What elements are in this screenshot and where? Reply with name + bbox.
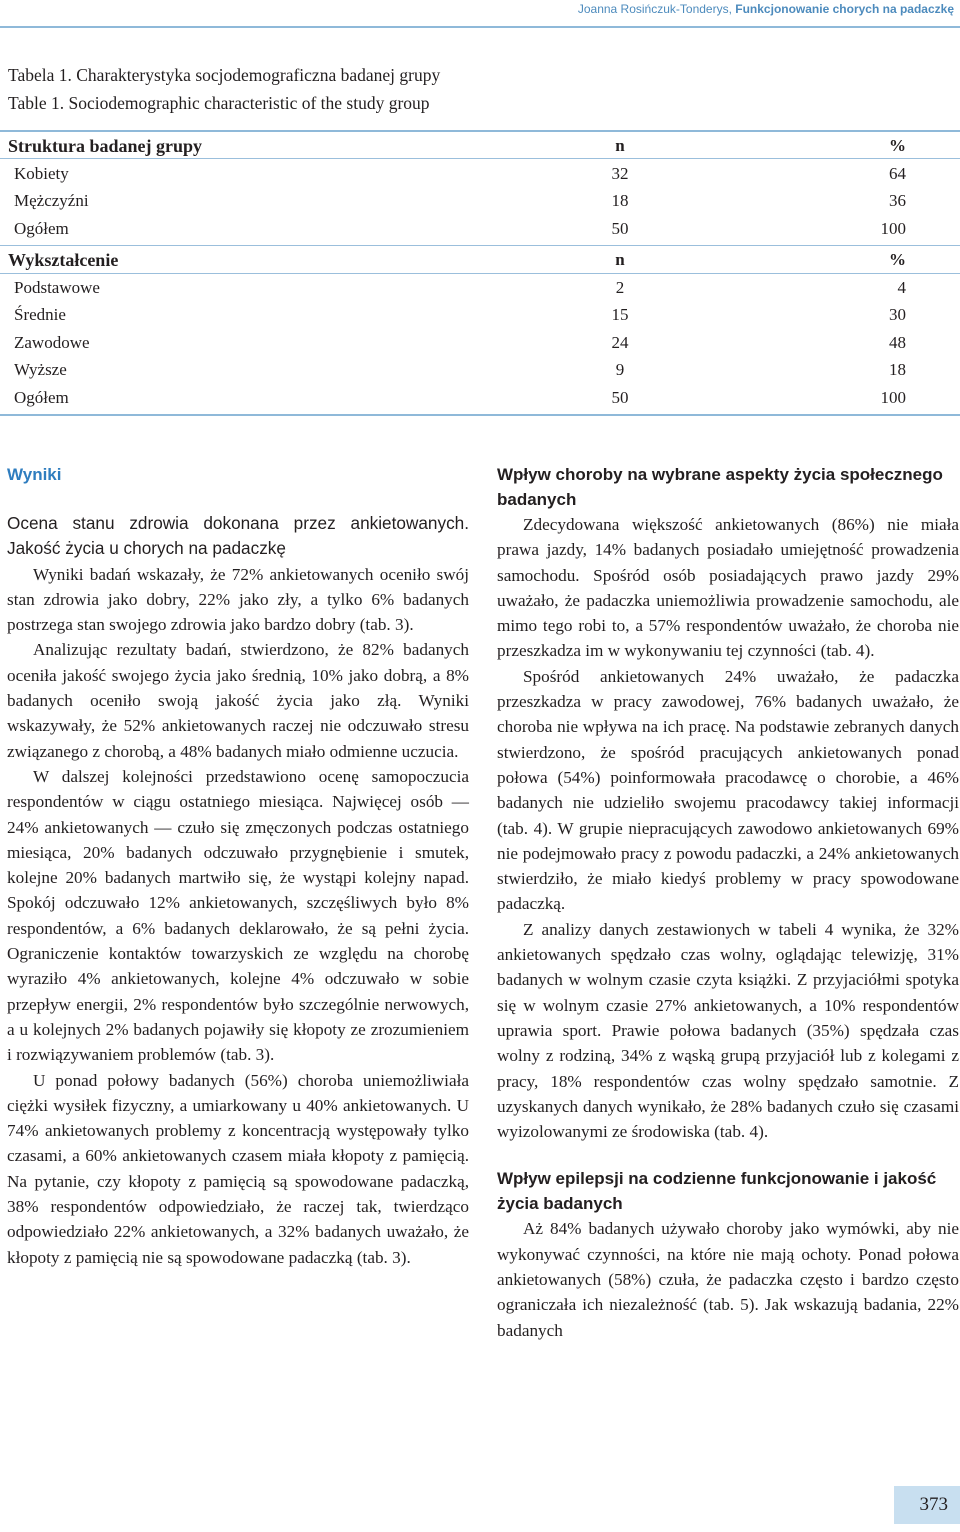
subheading-health-assessment: Ocena stanu zdrowia dokonana przez ankietowanych. — [7, 513, 469, 533]
section-heading-social-life: Wpływ choroby na wybrane aspekty życia społecznego badanych — [497, 465, 943, 509]
section-heading-results: Wyniki — [7, 465, 62, 484]
row-n: 2 — [615, 277, 625, 297]
row-label: Zawodowe — [14, 332, 90, 352]
table-bottom-rule — [0, 414, 960, 416]
table-caption — [8, 61, 440, 117]
row-percent: 36 — [889, 191, 906, 210]
row-label: Mężczyźni — [14, 191, 89, 210]
right-column — [497, 462, 959, 1343]
table-divider — [0, 245, 960, 246]
running-head-text — [578, 2, 954, 16]
table-row — [0, 384, 960, 412]
page-number-box — [894, 1486, 960, 1524]
paragraph: Aż 84% badanych używało choroby jako wymówki, aby nie wykonywać czynności, na które nie mają ochoty. Ponad połowa ankietowanych (58%) czuła, że padaczka często i bardzo często ograniczała ich niezależność (tab. 5). Jak wskazują badania, 22% badanych — [497, 1219, 959, 1340]
row-n: 32 — [611, 163, 629, 183]
row-n: 18 — [611, 191, 629, 210]
row-n: 50 — [611, 387, 629, 407]
column-header-n: n — [615, 136, 625, 155]
paragraph: Spośród ankietowanych 24% uważało, że padaczka przeszkadza w pracy zawodowej, 76% badanych uważało, że choroba nie wpływa na ich pracę. Na podstawie zebranych danych stwierdzono, że spośród pracujących ankietowanych ponad połowa (54%) poinformowała pracodawcę o chorobie, a 46% badanych nie udzieliło swojemu pracodawcy takiej informacji (tab. 4). W grupie niepracujących zawodowo ankietowanych 69% nie podejmowało pracy z powodu padaczki, a 24% ankietowanych stwierdziło, że miało kiedyś problemy w pracy spowodowane padaczką. — [497, 666, 959, 914]
row-percent: 64 — [889, 163, 906, 183]
row-percent: 100 — [880, 387, 906, 407]
row-label: Ogółem — [14, 218, 69, 238]
paragraph: Wyniki badań wskazały, że 72% ankietowanych oceniło swój stan zdrowia jako dobry, 22% jako zły, a tylko 6% badanych postrzega stan swojego zdrowia jako bardzo dobry (tab. 3). — [7, 564, 469, 635]
row-label: Kobiety — [14, 163, 69, 183]
running-head-title: Funkcjonowanie chorych na padaczkę — [735, 2, 954, 16]
row-percent: 4 — [897, 277, 906, 297]
paragraph: Zdecydowana większość ankietowanych (86%) nie miała prawa jazdy, 14% badanych posiadało umiejętność prowadzenia samochodu. Spośród osób posiadających prawo jazdy 29% uważało, że padaczka uniemożliwia prowadzenie samochodu, ale mimo tego robi to, a 57% respondentów uważało, że choroba nie przeszkadza im w wykonywaniu tej czynności (tab. 4). — [497, 515, 959, 661]
row-n: 50 — [611, 218, 629, 238]
running-header — [0, 0, 960, 28]
table-row — [0, 329, 960, 357]
table-row — [0, 356, 960, 384]
paragraph: U ponad połowy badanych (56%) choroba uniemożliwiała ciężki wysiłek fizyczny, a umiarkowany u 40% ankietowanych. U 74% ankietowanych problemy z koncentracją występowały tylko czasami, a 60% ankietowanych czasem miała kłopoty z pamięcią. Na pytanie, czy kłopoty z pamięcią są spowodowane padaczką, 38% respondentów odpowiedziało, że raczej tak, twierdząco odpowiedziało 22% ankietowanych, a 32% badanych uważało, że kłopoty z pamięcią nie są spowodowane padaczką (tab. 3). — [7, 1070, 469, 1267]
page-number: 373 — [919, 1494, 948, 1515]
table-row — [0, 274, 960, 302]
row-percent: 30 — [889, 305, 906, 324]
column-header-percent: % — [889, 136, 906, 155]
row-n: 15 — [611, 305, 629, 324]
table-divider — [0, 273, 960, 274]
subheading-quality-of-life: Jakość życia u chorych na padaczkę — [7, 538, 286, 559]
paragraph: Analizując rezultaty badań, stwierdzono, że 82% badanych oceniła jakość swojego życia jako średnią, 10% jako dobrą, a 8% badanych oceniło swoją jakość życia jako złą. Wyniki wskazywały, że 52% ankietowanych raczej nie odczuwało stresu związanego z chorobą, a 48% badanych miało odmienne uczucia. — [7, 640, 469, 761]
left-column — [7, 462, 469, 1270]
table-row — [0, 215, 960, 243]
row-label: Ogółem — [14, 387, 69, 407]
row-label: Wyższe — [14, 360, 67, 379]
subsection-heading — [7, 511, 469, 562]
table-row — [0, 301, 960, 329]
running-head-author: Joanna Rosińczuk-Tonderys, — [577, 2, 732, 16]
column-header-n: n — [615, 250, 625, 269]
group-heading-label: Struktura badanej grupy — [8, 136, 203, 156]
section-heading-daily-functioning: Wpływ epilepsji na codzienne funkcjonowanie i jakość życia badanych — [497, 1169, 937, 1214]
row-n: 24 — [611, 332, 629, 352]
table-divider — [0, 158, 960, 159]
row-label: Podstawowe — [14, 277, 100, 297]
paragraph: Z analizy danych zestawionych w tabeli 4 wynika, że 32% ankietowanych spędzało czas wolny, oglądając telewizję, 31% badanych w wolnym czasie czyta książki. Z przyjaciółmi spotyka się w wolnym czasie 27% ankietowanych, a 10% respondentów uprawia sport. Prawie połowa badanych (35%) spędzała czas wolny z rodziną, 34% z wąską grupą przyjaciół lub z kolegami z pracy, 18% respondentów czas wolny spędzało samotnie. Z uzyskanych danych wynikało, że 28% badanych czuło się czasami wyizolowanymi ze środowiska (tab. 4). — [497, 919, 959, 1142]
table-row — [0, 160, 960, 188]
table-group-heading — [0, 246, 960, 274]
table-row — [0, 187, 960, 215]
table-caption-en: Table 1. Sociodemographic characteristic of the study group — [8, 93, 430, 113]
row-percent: 100 — [880, 218, 906, 238]
column-header-percent: % — [889, 250, 906, 269]
row-n: 9 — [615, 360, 625, 379]
table-caption-pl: Tabela 1. Charakterystyka socjodemograficzna badanej grupy — [8, 65, 441, 85]
group-heading-label: Wykształcenie — [8, 250, 119, 270]
sociodemographic-table — [0, 132, 960, 411]
paragraph: W dalszej kolejności przedstawiono ocenę samopoczucia respondentów w ciągu ostatniego miesiąca. Najwięcej osób — 24% ankietowanych — czuło się zmęczonych podczas ostatniego miesiąca, 20% badanych odczuwało przygnębienie i smutek, kolejne 20% badanych martwiło się, że wystąpi kolejny napad. Spokój odczuwało 12% ankietowanych, szczęśliwych było 8% respondentów, a 6% badanych deklarowało, że są pełni życia. Ograniczenie kontaktów towarzyskich ze względu na chorobę wyraziło 4% ankietowanych, kolejne 4% odczuwało w sobie przepływ energii, 2% respondentów było szczególnie nerwowych, a u kolejnych 2% badanych pojawiły się kłopoty ze zrozumieniem i rozwiązywaniem problemów (tab. 3). — [7, 766, 469, 1065]
row-label: Średnie — [14, 305, 66, 324]
row-percent: 48 — [889, 332, 906, 352]
table-group-heading — [0, 132, 960, 160]
row-percent: 18 — [889, 360, 906, 379]
